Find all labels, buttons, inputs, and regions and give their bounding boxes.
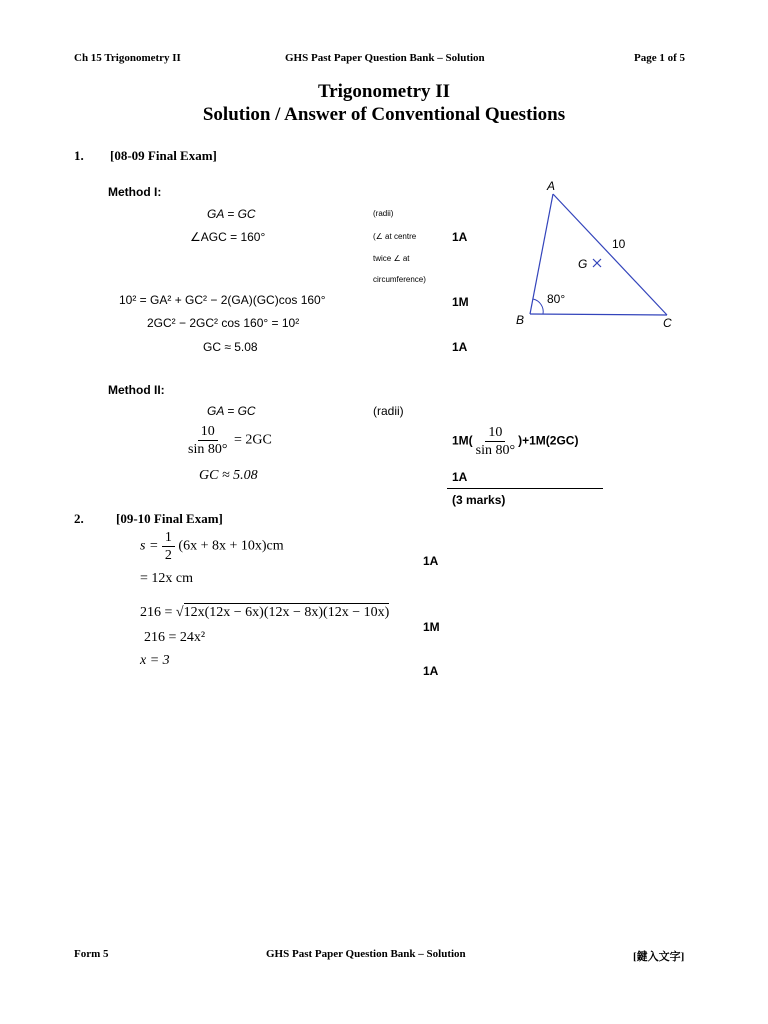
centre-g-label: G <box>578 257 588 271</box>
q2-half-numerator: 1 <box>162 530 175 547</box>
header-chapter: Ch 15 Trigonometry II <box>74 52 181 64</box>
q2-area-simplified: 216 = 24x² <box>144 630 206 645</box>
q2-s-lhs: s = <box>140 538 159 554</box>
m2-result: GC ≈ 5.08 <box>199 468 258 483</box>
header-page-number: Page 1 of 5 <box>634 52 686 64</box>
m2-mark-suffix: )+1M(2GC) <box>518 433 579 448</box>
m2-mark-denominator: sin 80° <box>475 443 516 458</box>
document-title: Trigonometry II <box>317 81 451 102</box>
q1-number: 1. <box>74 148 84 163</box>
m2-mark-fraction <box>473 425 518 458</box>
q1-total-marks: (3 marks) <box>452 493 506 507</box>
q2-semi-perimeter <box>140 530 284 563</box>
q2-x-result: x = 3 <box>140 653 170 668</box>
m2-sine-rule <box>185 424 272 457</box>
m1-angle-reason-1: (∠ at centre <box>373 232 417 241</box>
m2-fraction-numerator: 10 <box>198 424 218 441</box>
m1-cosine-law: 10² = GA² + GC² − 2(GA)(GC)cos 160° <box>119 293 326 307</box>
m2-radii-reason: (radii) <box>373 404 404 418</box>
m2-result-mark: 1A <box>452 470 468 484</box>
angle-b-arc <box>533 299 543 314</box>
m1-cosine-law-mark: 1M <box>452 295 469 309</box>
m1-radii-reason: (radii) <box>373 209 394 218</box>
m1-angle-equation: ∠AGC = 160° <box>190 230 266 244</box>
m2-mark-numerator: 10 <box>485 425 505 442</box>
m2-sine-rule-fraction <box>185 424 230 457</box>
m1-radii-equation: GA = GC <box>207 207 256 221</box>
q2-x-mark: 1A <box>423 664 439 678</box>
q1-source: [08-09 Final Exam] <box>110 148 217 163</box>
method-2-label: Method II: <box>108 383 165 397</box>
m2-mark-prefix: 1M( <box>452 433 473 448</box>
q2-heron-formula <box>140 605 389 621</box>
m1-angle-reason-3: circumference) <box>373 275 426 284</box>
m1-simplified-equation: 2GC² − 2GC² cos 160° = 10² <box>147 316 300 330</box>
angle-b-label: 80° <box>547 292 566 306</box>
q2-sqrt-body: 12x(12x − 6x)(12x − 8x)(12x − 10x) <box>183 605 390 620</box>
m1-result: GC ≈ 5.08 <box>203 340 258 354</box>
vertex-c-label: C <box>663 316 672 330</box>
marks-divider <box>447 488 603 489</box>
q2-number: 2. <box>74 511 84 526</box>
q2-heron-mark: 1M <box>423 620 440 634</box>
q2-s-result: = 12x cm <box>140 571 193 586</box>
triangle-figure <box>500 172 700 332</box>
m1-result-mark: 1A <box>452 340 468 354</box>
m2-radii-equation: GA = GC <box>207 404 256 418</box>
q2-area-lhs: 216 = <box>140 605 173 620</box>
sqrt-sign-icon: √ <box>175 605 184 620</box>
side-bc <box>530 314 667 315</box>
side-ac <box>553 194 667 315</box>
vertex-a-label: A <box>547 179 556 193</box>
m2-sine-rule-rhs: = 2GC <box>233 432 272 448</box>
q2-half-fraction <box>162 530 175 563</box>
q2-half-denominator: 2 <box>164 548 172 563</box>
m2-sine-rule-mark <box>452 425 578 458</box>
header-title: GHS Past Paper Question Bank – Solution <box>285 52 485 64</box>
document-subtitle: Solution / Answer of Conventional Questions <box>202 104 566 125</box>
vertex-b-label: B <box>516 313 525 327</box>
q2-source: [09-10 Final Exam] <box>116 511 223 526</box>
footer-form: Form 5 <box>74 948 109 960</box>
centre-g-cross-icon <box>593 259 601 267</box>
m2-fraction-denominator: sin 80° <box>188 442 228 457</box>
side-length-label: 10 <box>612 237 626 251</box>
q2-s-rhs: (6x + 8x + 10x)cm <box>178 538 284 554</box>
method-1-label: Method I: <box>108 185 162 199</box>
q2-s-mark: 1A <box>423 554 439 568</box>
footer-title: GHS Past Paper Question Bank – Solution <box>266 948 466 960</box>
footer-placeholder: [鍵入文字] <box>633 951 685 963</box>
m1-angle-reason-2: twice ∠ at <box>373 254 410 263</box>
m1-angle-mark: 1A <box>452 230 468 244</box>
